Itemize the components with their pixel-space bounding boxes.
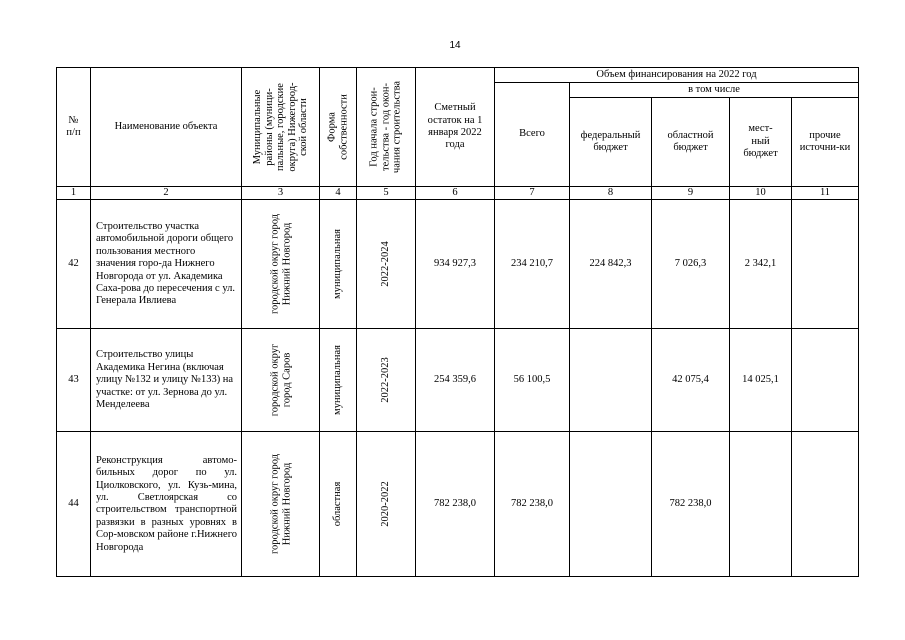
header-years-text: Год начала строи- тельства - год окон- чания строительства <box>368 80 403 174</box>
row-regional: 782 238,0 <box>652 432 730 577</box>
column-number: 8 <box>570 187 652 200</box>
financing-table <box>56 67 859 577</box>
row-other <box>792 432 859 577</box>
row-federal <box>570 432 652 577</box>
table-row <box>57 200 859 329</box>
header-no: № п/п <box>57 68 91 187</box>
column-number: 4 <box>320 187 357 200</box>
column-number-row <box>57 187 859 200</box>
row-estimate: 782 238,0 <box>416 432 495 577</box>
row-name: Реконструкция автомо-бильных дорог по ул. Циолковского, ул. Кузь-мина, ул. Светлоярская со строительством транспортной развязки в разных уровнях в Сор-мовском районе г.Нижнего Новгорода <box>91 432 242 577</box>
row-ownership-text: муниципальная <box>332 229 344 300</box>
header-name: Наименование объекта <box>91 68 242 187</box>
header-years <box>357 68 416 187</box>
row-years <box>357 329 416 432</box>
header-other: прочие источни-ки <box>792 98 859 187</box>
row-years <box>357 432 416 577</box>
table-row <box>57 432 859 577</box>
row-total: 56 100,5 <box>495 329 570 432</box>
row-years-text: 2022-2023 <box>380 357 392 404</box>
row-other <box>792 200 859 329</box>
column-number: 1 <box>57 187 91 200</box>
column-number: 3 <box>242 187 320 200</box>
row-ownership <box>320 329 357 432</box>
row-local: 2 342,1 <box>730 200 792 329</box>
header-estimate: Сметный остаток на 1 января 2022 года <box>416 68 495 187</box>
row-no: 44 <box>57 432 91 577</box>
header-regional: областной бюджет <box>652 98 730 187</box>
column-number: 2 <box>91 187 242 200</box>
header-municipal <box>242 68 320 187</box>
row-municipality-text: городской округ город Нижний Новгород <box>268 454 292 555</box>
header-total: Всего <box>495 83 570 187</box>
column-number: 11 <box>792 187 859 200</box>
column-number: 7 <box>495 187 570 200</box>
row-municipality <box>242 432 320 577</box>
row-total: 782 238,0 <box>495 432 570 577</box>
header-ownership <box>320 68 357 187</box>
row-ownership <box>320 432 357 577</box>
column-number: 9 <box>652 187 730 200</box>
row-no: 43 <box>57 329 91 432</box>
row-years-text: 2020-2022 <box>380 481 392 528</box>
row-estimate: 254 359,6 <box>416 329 495 432</box>
row-ownership-text: муниципальная <box>332 345 344 416</box>
row-name: Строительство улицы Академика Негина (включая улицу №132 и улицу №133) на участке: от ул. Зернова до ул. Менделеева <box>91 329 242 432</box>
table-row <box>57 329 859 432</box>
row-estimate: 934 927,3 <box>416 200 495 329</box>
header-including: в том числе <box>570 83 859 98</box>
header-municipal-text: Муниципальные районы (муници- пальные, городские округа) Нижегород- ской области <box>251 82 309 172</box>
row-years-text: 2022-2024 <box>380 241 392 288</box>
column-number: 10 <box>730 187 792 200</box>
row-ownership <box>320 200 357 329</box>
header-ownership-text: Форма собственности <box>326 94 349 160</box>
row-name: Строительство участка автомобильной дороги общего пользования местного значения горо-да Нижнего Новгорода от ул. Академика Саха-рова до пересечения с ул. Генерала Ивлиева <box>91 200 242 329</box>
column-number: 6 <box>416 187 495 200</box>
row-municipality <box>242 200 320 329</box>
row-regional: 42 075,4 <box>652 329 730 432</box>
row-no: 42 <box>57 200 91 329</box>
header-federal: федеральный бюджет <box>570 98 652 187</box>
page-number: 14 <box>449 40 461 51</box>
row-federal: 224 842,3 <box>570 200 652 329</box>
row-regional: 7 026,3 <box>652 200 730 329</box>
row-years <box>357 200 416 329</box>
row-other <box>792 329 859 432</box>
row-municipality-text: городской округ город Саров <box>268 344 292 417</box>
row-local <box>730 432 792 577</box>
header-local: мест- ный бюджет <box>730 98 792 187</box>
row-ownership-text: областная <box>332 482 344 527</box>
row-municipality <box>242 329 320 432</box>
column-number: 5 <box>357 187 416 200</box>
row-municipality-text: городской округ город Нижний Новгород <box>268 214 292 315</box>
row-total: 234 210,7 <box>495 200 570 329</box>
row-local: 14 025,1 <box>730 329 792 432</box>
header-funding: Объем финансирования на 2022 год <box>495 68 859 83</box>
row-federal <box>570 329 652 432</box>
